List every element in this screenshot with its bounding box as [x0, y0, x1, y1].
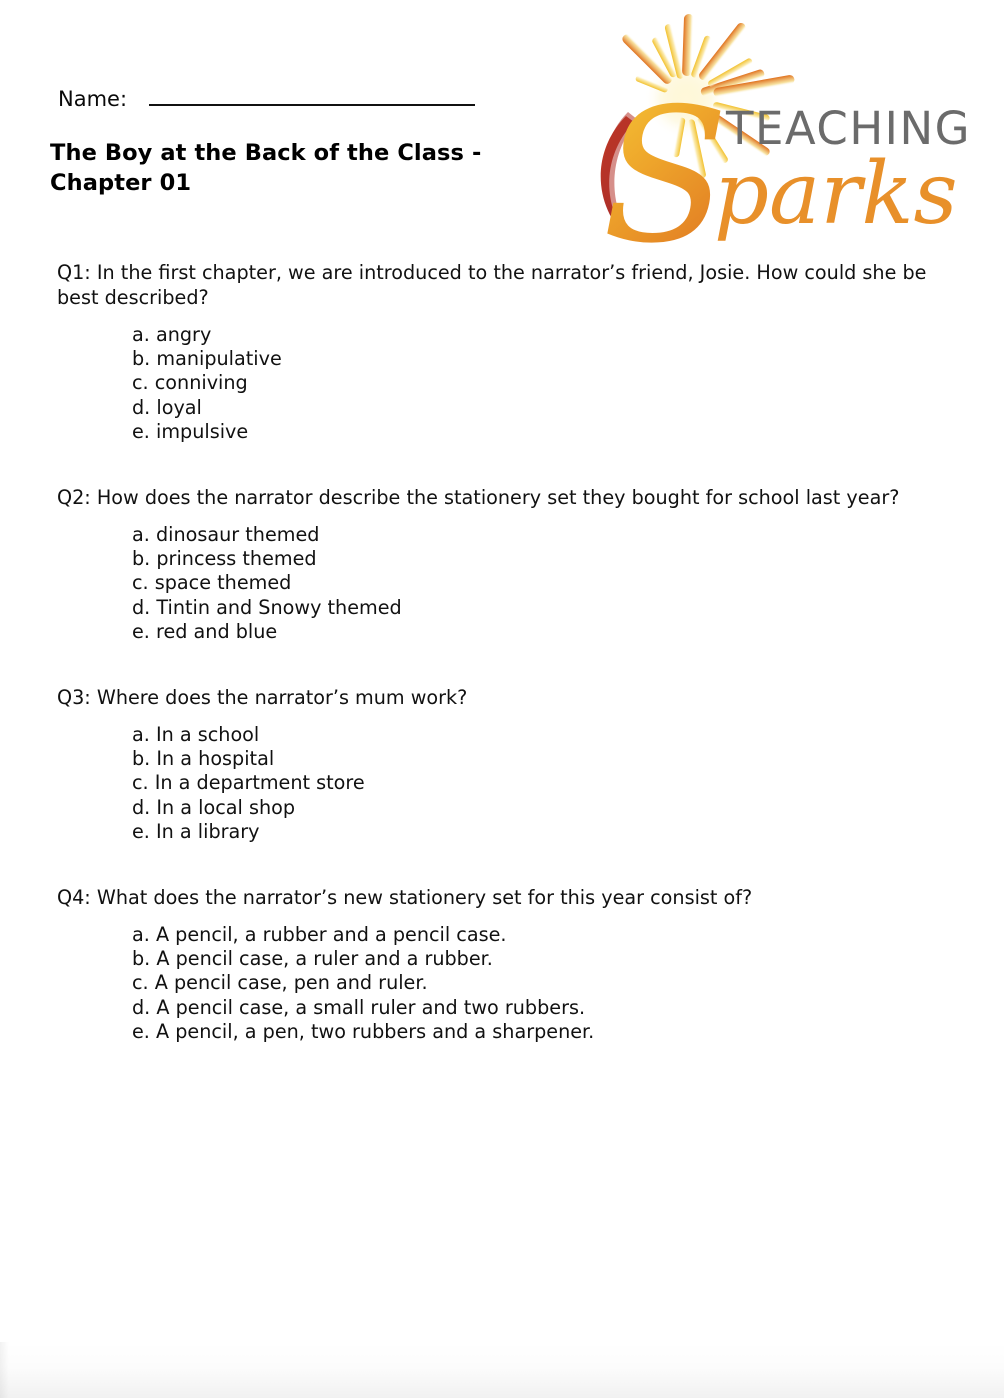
option-c[interactable]: c. conniving: [132, 371, 248, 395]
option-b[interactable]: b. In a hospital: [132, 747, 275, 771]
page-bottom-shadow: [0, 1342, 1004, 1398]
options-list: [57, 723, 957, 844]
options-list: [57, 523, 957, 644]
options-list: [57, 923, 957, 1044]
option-c[interactable]: c. In a department store: [132, 771, 365, 795]
option-c[interactable]: c. A pencil case, pen and ruler.: [132, 971, 428, 995]
option-b[interactable]: b. princess themed: [132, 547, 317, 571]
logo-parks-text: parks: [714, 144, 958, 244]
question-text: Q2: How does the narrator describe the stationery set they bought for school last year?: [57, 486, 900, 510]
logo-initial-s: S: [602, 68, 729, 256]
question-block: [57, 685, 957, 844]
option-b[interactable]: b. A pencil case, a ruler and a rubber.: [132, 947, 493, 971]
option-a[interactable]: a. A pencil, a rubber and a pencil case.: [132, 923, 507, 947]
option-c[interactable]: c. space themed: [132, 571, 292, 595]
option-d[interactable]: d. In a local shop: [132, 795, 296, 819]
name-label: Name:: [58, 87, 128, 111]
question-text: Q1: In the first chapter, we are introduced to the narrator’s friend, Josie. How could she be best described?: [57, 261, 927, 309]
option-e[interactable]: e. A pencil, a pen, two rubbers and a sharpener.: [132, 1019, 595, 1043]
option-e[interactable]: e. red and blue: [132, 619, 278, 643]
option-d[interactable]: d. A pencil case, a small ruler and two rubbers.: [132, 995, 586, 1019]
questions-list: [57, 260, 957, 1044]
question-block: [57, 485, 957, 644]
option-a[interactable]: a. In a school: [132, 723, 260, 747]
question-text: Q3: Where does the narrator’s mum work?: [57, 686, 468, 710]
page-corner-shadow: [0, 1342, 9, 1398]
question-block: [57, 885, 957, 1044]
option-d[interactable]: d. loyal: [132, 395, 202, 419]
logo-teaching-text: TEACHING: [726, 102, 971, 155]
option-e[interactable]: e. In a library: [132, 819, 260, 843]
option-a[interactable]: a. dinosaur themed: [132, 523, 320, 547]
options-list: [57, 323, 957, 444]
question-text: Q4: What does the narrator’s new stationery set for this year consist of?: [57, 886, 753, 910]
option-d[interactable]: d. Tintin and Snowy themed: [132, 595, 402, 619]
option-e[interactable]: e. impulsive: [132, 419, 249, 443]
page-title: The Boy at the Back of the Class - Chapter 01: [50, 140, 482, 196]
teaching-sparks-logo: [568, 8, 988, 256]
question-block: [57, 260, 957, 444]
name-row: [58, 84, 475, 112]
option-a[interactable]: a. angry: [132, 323, 212, 346]
option-b[interactable]: b. manipulative: [132, 347, 282, 371]
name-input-line[interactable]: [149, 84, 475, 106]
